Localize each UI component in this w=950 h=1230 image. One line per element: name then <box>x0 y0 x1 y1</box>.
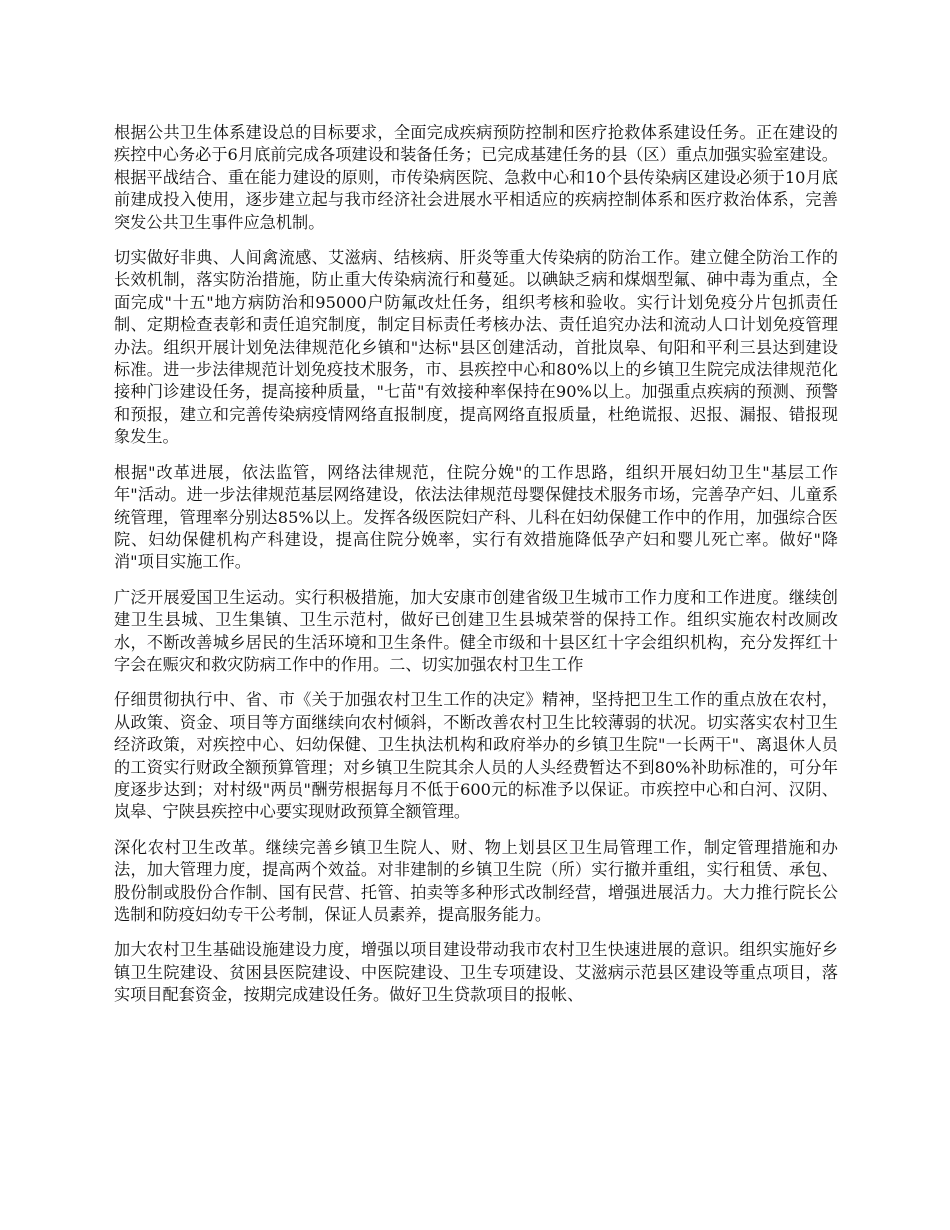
paragraph-4: 广泛开展爱国卫生运动。实行积极措施，加大安康市创建省级卫生城市工作力度和工作进度。继续创建卫生县城、卫生集镇、卫生示范村，做好已创建卫生县城荣誉的保持工作。组织实施农村改厕改水，不断改善城乡居民的生活环境和卫生条件。健全市级和十县区红十字会组织机构，充分发挥红十字会在赈灾和救灾防病工作中的作用。二、切实加强农村卫生工作 <box>114 587 838 674</box>
paragraph-5: 仔细贯彻执行中、省、市《关于加强农村卫生工作的决定》精神，坚持把卫生工作的重点放在农村，从政策、资金、项目等方面继续向农村倾斜，不断改善农村卫生比较薄弱的状况。切实落实农村卫生经济政策，对疾控中心、妇幼保健、卫生执法机构和政府举办的乡镇卫生院"一长两干"、离退休人员的工资实行财政全额预算管理；对乡镇卫生院其余人员的人头经费暂达不到80%补助标准的，可分年度逐步达到；对村级"两员"酬劳根据每月不低于600元的标准予以保证。市疾控中心和白河、汉阴、岚皋、宁陕县疾控中心要实现财政预算全额管理。 <box>114 690 838 822</box>
paragraph-2: 切实做好非典、人间禽流感、艾滋病、结核病、肝炎等重大传染病的防治工作。建立健全防治工作的长效机制，落实防治措施，防止重大传染病流行和蔓延。以碘缺乏病和煤烟型氟、砷中毒为重点，全面完成"十五"地方病防治和95000户防氟改灶任务，组织考核和验收。实行计划免疫分片包抓责任制、定期检查表彰和责任追究制度，制定目标责任考核办法、责任追究办法和流动人口计划免疫管理办法。组织开展计划免法律规范化乡镇和"达标"县区创建活动，首批岚皋、旬阳和平利三县达到建设标准。进一步法律规范计划免疫技术服务，市、县疾控中心和80%以上的乡镇卫生院完成法律规范化接种门诊建设任务，提高接种质量，"七苗"有效接种率保持在90%以上。加强重点疾病的预测、预警和预报，建立和完善传染病疫情网络直报制度，提高网络直报质量，杜绝谎报、迟报、漏报、错报现象发生。 <box>114 248 838 447</box>
paragraph-1: 根据公共卫生体系建设总的目标要求，全面完成疾病预防控制和医疗抢救体系建设任务。正在建设的疾控中心务必于6月底前完成各项建设和装备任务；已完成基建任务的县（区）重点加强实验室建设。根据平战结合、重在能力建设的原则，市传染病医院、急救中心和10个县传染病区建设必须于10月底前建成投入使用，逐步建立起与我市经济社会进展水平相适应的疾病控制体系和医疗救治体系，完善突发公共卫生事件应急机制。 <box>114 123 838 232</box>
paragraph-3: 根据"改革进展，依法监管，网络法律规范，住院分娩"的工作思路，组织开展妇幼卫生"基层工作年"活动。进一步法律规范基层网络建设，依法法律规范母婴保健技术服务市场，完善孕产妇、儿童系统管理，管理率分别达85%以上。发挥各级医院妇产科、儿科在妇幼保健工作中的作用，加强综合医院、妇幼保健机构产科建设，提高住院分娩率，实行有效措施降低孕产妇和婴儿死亡率。做好"降消"项目实施工作。 <box>114 462 838 572</box>
paragraph-6: 深化农村卫生改革。继续完善乡镇卫生院人、财、物上划县区卫生局管理工作，制定管理措施和办法，加大管理力度，提高两个效益。对非建制的乡镇卫生院（所）实行撤并重组，实行租赁、承包、股份制或股份合作制、国有民营、托管、拍卖等多种形式改制经营，增强进展活力。大力推行院长公选制和防疫妇幼专干公考制，保证人员素养，提高服务能力。 <box>114 837 838 924</box>
paragraph-7: 加大农村卫生基础设施建设力度，增强以项目建设带动我市农村卫生快速进展的意识。组织实施好乡镇卫生院建设、贫困县医院建设、中医院建设、卫生专项建设、艾滋病示范县区建设等重点项目，落实项目配套资金，按期完成建设任务。做好卫生贷款项目的报帐、 <box>114 940 838 1005</box>
